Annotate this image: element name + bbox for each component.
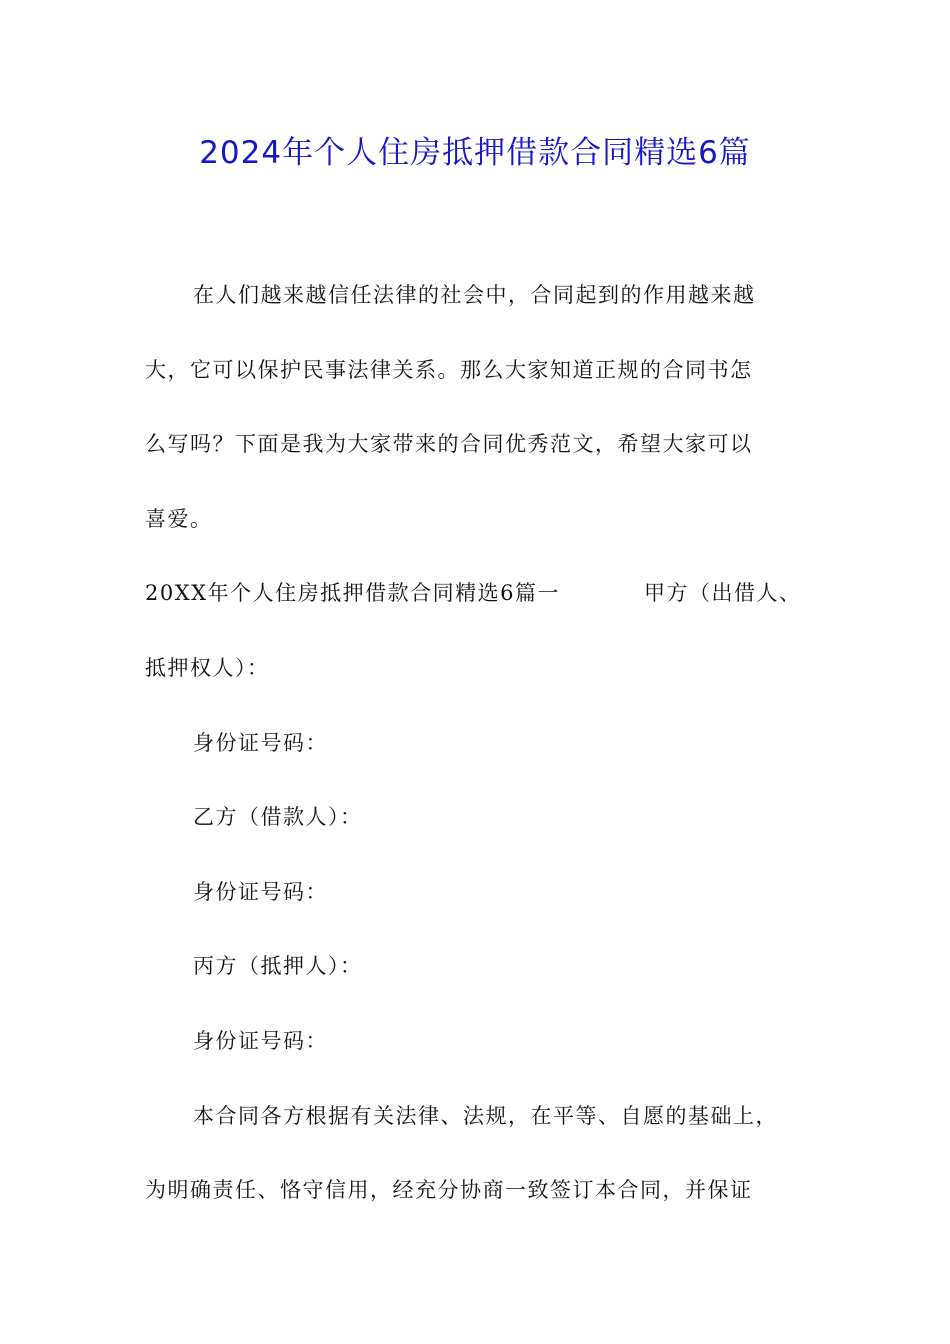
agreement-line-2: 为明确责任、恪守信用，经充分协商一致签订本合同，并保证 [145, 1178, 753, 1203]
id-number-label-a: 身份证号码： [193, 730, 328, 755]
intro-line-2: 大，它可以保护民事法律关系。那么大家知道正规的合同书怎 [145, 357, 753, 382]
section-heading-line [145, 556, 810, 631]
section-heading: 20XX年个人住房抵押借款合同精选6篇一 [145, 581, 560, 606]
intro-line-1: 在人们越来越信任法律的社会中，合同起到的作用越来越 [193, 283, 756, 307]
intro-line-3: 么写吗？下面是我为大家带来的合同优秀范文，希望大家可以 [145, 432, 753, 457]
id-number-label-c: 身份证号码： [193, 1028, 328, 1053]
party-a-label-part1: 甲方（出借人、 [643, 581, 802, 606]
intro-line-4: 喜爱。 [145, 506, 213, 531]
id-number-label-b: 身份证号码： [193, 879, 328, 904]
document-body [145, 258, 810, 1228]
party-c-label: 丙方（抵押人）： [193, 954, 363, 979]
party-a-label-part2: 抵押权人）： [145, 655, 270, 680]
agreement-line-1: 本合同各方根据有关法律、法规，在平等、自愿的基础上， [193, 1103, 778, 1128]
party-b-label: 乙方（借款人）： [193, 805, 363, 830]
document-title: 2024年个人住房抵押借款合同精选6篇 [199, 135, 751, 171]
